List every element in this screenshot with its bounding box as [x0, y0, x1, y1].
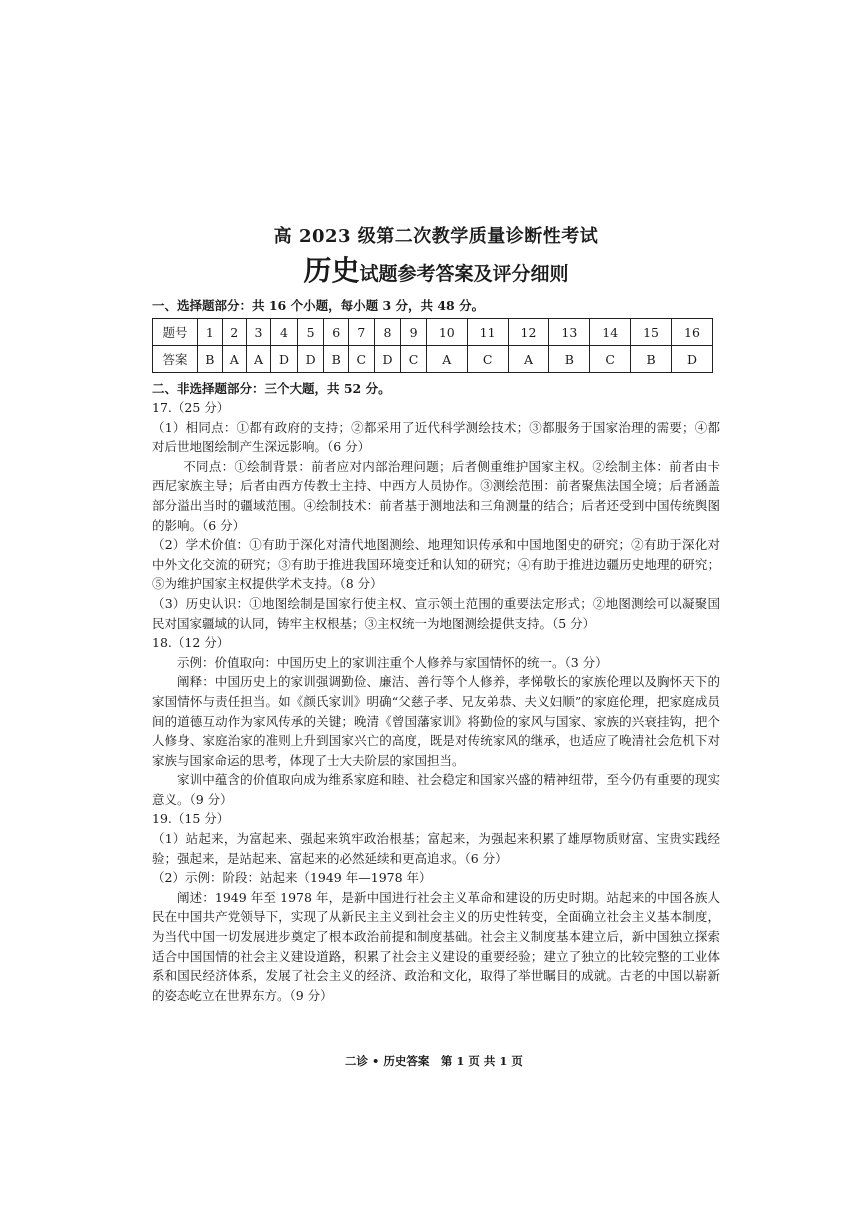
question-17-heading: 17.（25 分）	[152, 400, 230, 415]
answer-cell: A	[508, 346, 549, 373]
answer-table	[152, 318, 713, 373]
question-19-part1: （1）站起来，为富起来、强起来筑牢政治根基；富起来，为强起来积累了雄厚物质财富、宝贵实践经验；强起来，是站起来、富起来的必然延续和更高追求。（6 分）	[152, 831, 720, 866]
question-number: 3	[246, 319, 270, 346]
answer-cell: B	[324, 346, 349, 373]
question-number: 16	[672, 319, 713, 346]
answer-cell: A	[222, 346, 246, 373]
question-18-heading: 18.（12 分）	[152, 635, 230, 651]
document-title	[152, 254, 720, 292]
answer-cell: A	[426, 346, 467, 373]
subject-title: 历史	[303, 254, 360, 287]
question-17-part3: （3）历史认识：①地图绘制是国家行使主权、宣示领土范围的重要法定形式；②地图测绘可以凝聚国民对国家疆域的认同，铸牢主权根基；③主权统一为地图测绘提供支持。（5 分）	[152, 595, 720, 631]
part1-heading: 一、选择题部分：共 16 个小题，每小题 3 分，共 48 分。	[152, 298, 485, 313]
answer-cell: B	[198, 346, 223, 373]
answer-sheet	[152, 222, 720, 1005]
answer-cell: C	[467, 346, 508, 373]
document-subtitle: 试题参考答案及评分细则	[359, 263, 569, 285]
question-18-conclusion: 家训中蕴含的价值取向成为维系家庭和睦、社会稳定和国家兴盛的精神纽带，至今仍有重要的现实意义。（9 分）	[152, 772, 720, 807]
exam-title: 高 2023 级第二次教学质量诊断性考试	[273, 226, 599, 247]
answer-cell: D	[672, 346, 713, 373]
number-row-label: 题号	[153, 319, 198, 346]
question-17-differences: 不同点：①绘制背景：前者应对内部治理问题；后者侧重维护国家主权。②绘制主体：前者由卡西尼家族主导；后者由西方传教士主持、中西方人员协作。③测绘范围：前者聚焦法国全境；后者涵盖部分溢出当时的疆域范围。④绘制技术：前者基于测地法和三角测量的结合；后者还受到中国传统舆图的影响。（6 分）	[152, 458, 720, 533]
question-number: 9	[401, 319, 427, 346]
answer-cell: A	[246, 346, 270, 373]
part2-heading: 二、非选择题部分：三个大题，共 52 分。	[152, 381, 391, 396]
question-number: 8	[374, 319, 401, 346]
question-18-example: 示例：价值取向：中国历史上的家训注重个人修养与家国情怀的统一。（3 分）	[177, 654, 608, 670]
question-number: 10	[426, 319, 467, 346]
question-number: 1	[198, 319, 223, 346]
question-number: 5	[297, 319, 324, 346]
question-number: 12	[508, 319, 549, 346]
question-number: 13	[549, 319, 590, 346]
answer-cell: C	[401, 346, 427, 373]
answer-cell: C	[590, 346, 631, 373]
question-number: 14	[590, 319, 631, 346]
question-17-part1: （1）相同点：①都有政府的支持；②都采用了近代科学测绘技术；③都服务于国家治理的需要；④都对后世地图绘制产生深远影响。（6 分）	[152, 419, 720, 455]
answer-row-label: 答案	[153, 346, 198, 373]
question-number: 6	[324, 319, 349, 346]
question-17-part2: （2）学术价值：①有助于深化对清代地图测绘、地理知识传承和中国地图史的研究；②有助于深化对中外文化交流的研究；③有助于推进我国环境变迁和认知的研究；④有助于推进边疆历史地理的研究；⑤为维护国家主权提供学术支持。（8 分）	[152, 537, 720, 592]
question-number: 15	[631, 319, 672, 346]
question-number: 4	[271, 319, 298, 346]
answer-cell: D	[374, 346, 401, 373]
answer-cell: D	[271, 346, 298, 373]
question-number: 11	[467, 319, 508, 346]
question-19-part2-explanation: 阐述：1949 年至 1978 年，是新中国进行社会主义革命和建设的历史时期。站起来的中国各族人民在中国共产党领导下，实现了从新民主主义到社会主义的历史性转变，全面确立社会主义基本制度，为当代中国一切发展进步奠定了根本政治前提和制度基础。社会主义制度基本建立后，新中国独立探索适合中国国情的社会主义建设道路，积累了社会主义建设的重要经验；建立了独立的比较完整的工业体系和国民经济体系，发展了社会主义的经济、政治和文化，取得了举世瞩目的成就。古老的中国以崭新的姿态屹立在世界东方。（9 分）	[152, 889, 720, 1003]
answer-row	[153, 346, 713, 373]
question-19-part2-stage: （2）示例：阶段：站起来（1949 年—1978 年）	[152, 870, 432, 886]
answer-cell: B	[631, 346, 672, 373]
question-number: 2	[222, 319, 246, 346]
answer-cell: B	[549, 346, 590, 373]
answer-cell: C	[349, 346, 375, 373]
number-row	[153, 319, 713, 346]
answer-cell: D	[297, 346, 324, 373]
question-19-heading: 19.（15 分）	[152, 811, 230, 827]
question-number: 7	[349, 319, 375, 346]
page-footer: 二诊 • 历史答案 第 1 页 共 1 页	[345, 1054, 523, 1068]
question-18-explanation: 阐释：中国历史上的家训强调勤俭、廉洁、善行等个人修养，孝悌敬长的家族伦理以及胸怀天下的家国情怀与责任担当。如《颜氏家训》明确“父慈子孝、兄友弟恭、夫义妇顺”的家庭伦理，把家庭成员间的道德互动作为家风传承的关键；晚清《曾国藩家训》将勤俭的家风与国家、家族的兴衰挂钩，把个人修身、家庭治家的准则上升到国家兴亡的高度，既是对传统家风的继承，也适应了晚清社会危机下对家族与国家命运的思考，体现了士大夫阶层的家国担当。	[152, 674, 720, 768]
